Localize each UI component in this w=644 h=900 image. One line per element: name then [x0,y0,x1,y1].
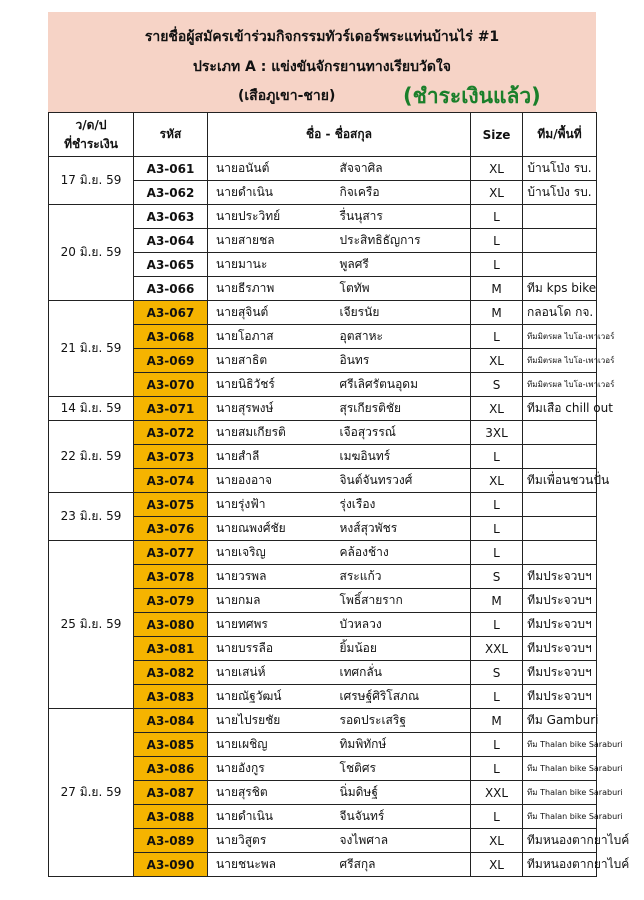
shirt-size-cell: M [471,301,523,325]
first-name-cell: นายดำเนิน [208,181,336,205]
table-header-row [49,113,597,157]
last-name-cell: ศรีเลิศรัตนอุดม [336,373,471,397]
last-name-cell: โชติศร [336,757,471,781]
participant-code-cell: A3-067 [134,301,208,325]
team-cell: ทีม Gamburi [523,709,597,733]
last-name-cell: สัจจาศิล [336,157,471,181]
first-name-cell: นายเจริญ [208,541,336,565]
participant-code-cell: A3-089 [134,829,208,853]
team-cell [523,445,597,469]
participant-code-cell: A3-081 [134,637,208,661]
participant-code-cell: A3-071 [134,397,208,421]
last-name-cell: จงไพศาล [336,829,471,853]
participant-code-cell: A3-086 [134,757,208,781]
team-cell: ทีมมิตรผล ไบโอ-เพาเวอร์ [523,373,597,397]
participant-code-cell: A3-068 [134,325,208,349]
last-name-cell: คล้องช้าง [336,541,471,565]
col-header-date [49,113,134,157]
sheet-header [48,12,596,112]
last-name-cell: สุรเกียรติชัย [336,397,471,421]
first-name-cell: นายสุรชิต [208,781,336,805]
first-name-cell: นายโอภาส [208,325,336,349]
participant-code-cell: A3-079 [134,589,208,613]
first-name-cell: นายวรพล [208,565,336,589]
first-name-cell: นายมานะ [208,253,336,277]
table-row [49,493,597,517]
last-name-cell: อุตสาหะ [336,325,471,349]
team-cell: ทีม Thalan bike Saraburi [523,805,597,829]
first-name-cell: นายสมเกียรติ [208,421,336,445]
team-cell [523,229,597,253]
payment-date-cell: 23 มิ.ย. 59 [49,493,134,541]
col-header-date-line2: ที่ชำระเงิน [64,136,118,151]
first-name-cell: นายเผชิญ [208,733,336,757]
first-name-cell: นายณพงศ์ชัย [208,517,336,541]
team-cell: ทีมเพื่อนชวนปั่น [523,469,597,493]
last-name-cell: ประสิทธิธัญการ [336,229,471,253]
participant-code-cell: A3-070 [134,373,208,397]
first-name-cell: นายสายชล [208,229,336,253]
last-name-cell: ทิมพิทักษ์ [336,733,471,757]
last-name-cell: ยิ้มน้อย [336,637,471,661]
participant-code-cell: A3-077 [134,541,208,565]
team-cell: ทีม Thalan bike Saraburi [523,757,597,781]
last-name-cell: หงส์สุวพัชร [336,517,471,541]
participant-code-cell: A3-084 [134,709,208,733]
last-name-cell: พูลศรี [336,253,471,277]
shirt-size-cell: L [471,541,523,565]
last-name-cell: รอดประเสริฐ [336,709,471,733]
participant-code-cell: A3-090 [134,853,208,877]
shirt-size-cell: S [471,373,523,397]
category-title: ประเภท A : แข่งขันจักรยานทางเรียบวัดใจ [193,59,451,75]
first-name-cell: นายอังกูร [208,757,336,781]
last-name-cell: จินต์จันทรวงศ์ [336,469,471,493]
first-name-cell: นายวิสูตร [208,829,336,853]
shirt-size-cell: L [471,205,523,229]
col-header-size: Size [471,113,523,157]
participant-code-cell: A3-087 [134,781,208,805]
participant-code-cell: A3-082 [134,661,208,685]
last-name-cell: เทศกลั่น [336,661,471,685]
payment-date-cell: 25 มิ.ย. 59 [49,541,134,709]
first-name-cell: นายนิธิวัชร์ [208,373,336,397]
team-cell: ทีม kps bike [523,277,597,301]
shirt-size-cell: L [471,613,523,637]
team-cell [523,205,597,229]
shirt-size-cell: L [471,445,523,469]
team-cell: ทีมมิตรผล ไบโอ-เพาเวอร์ [523,349,597,373]
last-name-cell: อินทร [336,349,471,373]
team-cell: ทีมหนองตากยาไบค์ [523,829,597,853]
first-name-cell: นายองอาจ [208,469,336,493]
col-header-code: รหัส [134,113,208,157]
last-name-cell: กิจเครือ [336,181,471,205]
first-name-cell: นายชนะพล [208,853,336,877]
table-row [49,301,597,325]
first-name-cell: นายไปรยชัย [208,709,336,733]
table-row [49,157,597,181]
table-body [49,157,630,877]
shirt-size-cell: L [471,229,523,253]
team-cell: ทีมประจวบฯ [523,613,597,637]
participant-code-cell: A3-062 [134,181,208,205]
team-cell: ทีม Thalan bike Saraburi [523,733,597,757]
table-row [49,205,597,229]
table-row [49,709,597,733]
payment-date-cell: 20 มิ.ย. 59 [49,205,134,301]
team-cell: บ้านโป่ง รบ. [523,181,597,205]
shirt-size-cell: L [471,733,523,757]
shirt-size-cell: XXL [471,781,523,805]
col-header-date-line1: ว/ด/ป [75,117,107,132]
team-cell [523,421,597,445]
last-name-cell: บัวหลวง [336,613,471,637]
team-cell [523,541,597,565]
shirt-size-cell: M [471,709,523,733]
payment-date-cell: 22 มิ.ย. 59 [49,421,134,493]
last-name-cell: จีนจันทร์ [336,805,471,829]
team-cell: ทีม Thalan bike Saraburi [523,781,597,805]
team-cell: ทีมประจวบฯ [523,589,597,613]
shirt-size-cell: S [471,661,523,685]
last-name-cell: โตทัพ [336,277,471,301]
first-name-cell: นายณัฐวัฒน์ [208,685,336,709]
team-cell: ทีมหนองตากยาไบค์ [523,853,597,877]
shirt-size-cell: L [471,517,523,541]
shirt-size-cell: L [471,325,523,349]
shirt-size-cell: M [471,589,523,613]
participant-code-cell: A3-074 [134,469,208,493]
team-cell: ทีมประจวบฯ [523,637,597,661]
last-name-cell: โพธิ์สายราก [336,589,471,613]
first-name-cell: นายดำเนิน [208,805,336,829]
shirt-size-cell: L [471,253,523,277]
paid-label: (ชำระเงินแล้ว) [403,84,541,108]
participant-code-cell: A3-085 [134,733,208,757]
last-name-cell: รื่นนุสาร [336,205,471,229]
shirt-size-cell: 3XL [471,421,523,445]
first-name-cell: นายสุรพงษ์ [208,397,336,421]
team-cell [523,253,597,277]
last-name-cell: เจือสุวรรณ์ [336,421,471,445]
first-name-cell: นายกมล [208,589,336,613]
team-cell [523,493,597,517]
payment-date-cell: 27 มิ.ย. 59 [49,709,134,877]
first-name-cell: นายทศพร [208,613,336,637]
participant-code-cell: A3-061 [134,157,208,181]
shirt-size-cell: S [471,565,523,589]
first-name-cell: นายสุจินต์ [208,301,336,325]
participant-code-cell: A3-065 [134,253,208,277]
division-label: (เสือภูเขา-ชาย) [238,88,336,104]
participant-code-cell: A3-080 [134,613,208,637]
shirt-size-cell: L [471,757,523,781]
last-name-cell: เจียรนัย [336,301,471,325]
shirt-size-cell: XXL [471,637,523,661]
shirt-size-cell: M [471,277,523,301]
team-cell: ทีมประจวบฯ [523,661,597,685]
shirt-size-cell: L [471,493,523,517]
participant-code-cell: A3-073 [134,445,208,469]
last-name-cell: เศรษฐ์ศิริโสภณ [336,685,471,709]
sheet-title: รายชื่อผู้สมัครเข้าร่วมกิจกรรมทัวร์เดอร์พระแท่นบ้านไร่ #1 [144,29,500,45]
table-row [49,541,597,565]
payment-date-cell: 14 มิ.ย. 59 [49,397,134,421]
last-name-cell: นิ่มดิษฐ์ [336,781,471,805]
shirt-size-cell: L [471,805,523,829]
shirt-size-cell: XL [471,397,523,421]
shirt-size-cell: XL [471,157,523,181]
team-cell: ทีมประจวบฯ [523,565,597,589]
payment-date-cell: 17 มิ.ย. 59 [49,157,134,205]
participant-code-cell: A3-064 [134,229,208,253]
last-name-cell: เมฆอินทร์ [336,445,471,469]
first-name-cell: นายเสน่ห์ [208,661,336,685]
shirt-size-cell: XL [471,181,523,205]
participant-code-cell: A3-069 [134,349,208,373]
participant-code-cell: A3-063 [134,205,208,229]
shirt-size-cell: L [471,685,523,709]
payment-date-cell: 21 มิ.ย. 59 [49,301,134,397]
last-name-cell: ศรีสกุล [336,853,471,877]
first-name-cell: นายสำลี [208,445,336,469]
last-name-cell: สระแก้ว [336,565,471,589]
team-cell: ทีมมิตรผล ไบโอ-เพาเวอร์ [523,325,597,349]
last-name-cell: รุ่งเรือง [336,493,471,517]
shirt-size-cell: XL [471,829,523,853]
first-name-cell: นายบรรลือ [208,637,336,661]
team-cell: ทีมเสือ chill out [523,397,597,421]
first-name-cell: นายสาธิต [208,349,336,373]
participant-code-cell: A3-076 [134,517,208,541]
team-cell [523,517,597,541]
participant-code-cell: A3-083 [134,685,208,709]
registration-sheet [48,12,630,896]
col-header-name: ชื่อ - ชื่อสกุล [208,113,471,157]
first-name-cell: นายอนันต์ [208,157,336,181]
first-name-cell: นายรุ่งฟ้า [208,493,336,517]
first-name-cell: นายประวิทย์ [208,205,336,229]
participant-code-cell: A3-088 [134,805,208,829]
participant-code-cell: A3-072 [134,421,208,445]
shirt-size-cell: XL [471,349,523,373]
team-cell: ทีมประจวบฯ [523,685,597,709]
table-row [49,421,597,445]
table-row [49,397,597,421]
col-header-team: ทีม/พื้นที่ [523,113,597,157]
participant-code-cell: A3-078 [134,565,208,589]
participant-code-cell: A3-075 [134,493,208,517]
shirt-size-cell: XL [471,853,523,877]
participant-code-cell: A3-066 [134,277,208,301]
participant-table [48,112,630,877]
shirt-size-cell: XL [471,469,523,493]
first-name-cell: นายธีรภาพ [208,277,336,301]
team-cell: กลอนโด กจ. [523,301,597,325]
team-cell: บ้านโป่ง รบ. [523,157,597,181]
